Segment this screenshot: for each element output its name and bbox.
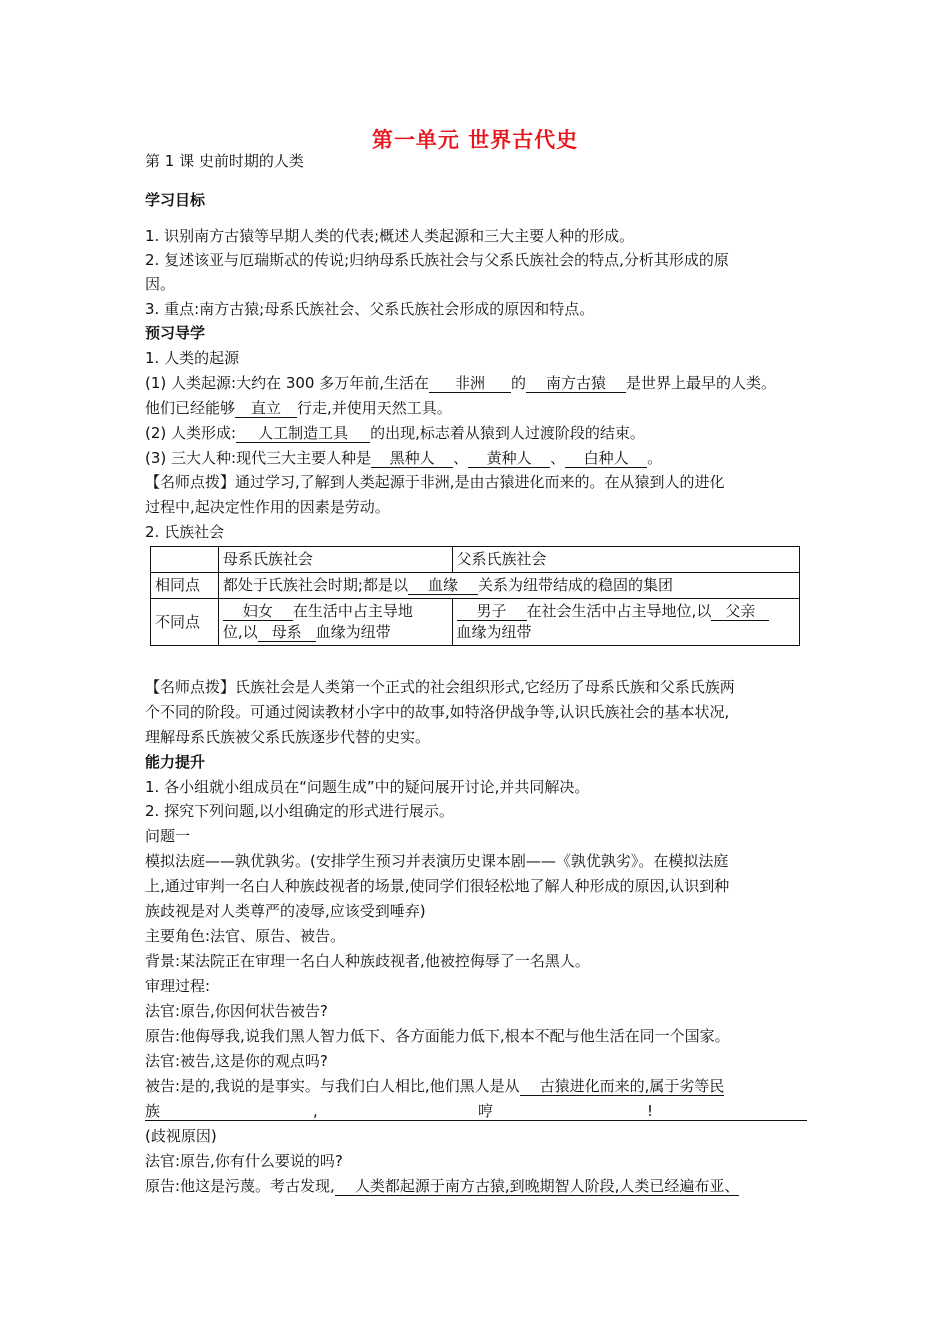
main-roles: 主要角色:法官、原告、被告。 (145, 927, 346, 945)
answer-blank: 古猿进化而来的,属于劣等民 (520, 1077, 725, 1096)
answer-blank: 南方古猿 (526, 374, 626, 393)
mock-court-intro: 模拟法庭——孰优孰劣。(安排学生预习并表演历史课本剧——《孰优孰劣》。在模拟法庭 (145, 852, 729, 870)
ability-item-1: 1. 各小组就小组成员在“问题生成”中的疑问展开讨论,并共同解决。 (145, 778, 590, 796)
table-cell (151, 547, 219, 573)
text: , (313, 1102, 318, 1120)
text: (3) 三大人种:现代三大主要人种是 (145, 449, 372, 467)
text: 的出现,标志着从猿到人过渡阶段的结束。 (370, 424, 645, 442)
mock-court-intro-cont: 上,通过审判一名白人种族歧视者的场景,使同学们很轻松地了解人种形成的原因,认识到种 (145, 877, 730, 895)
text: 族 (145, 1102, 161, 1120)
answer-blank: 直立 (235, 399, 297, 418)
text: 是世界上最早的人类。 (626, 374, 777, 392)
text: (2) 人类形成: (145, 424, 237, 442)
origin-item-3 (145, 448, 662, 468)
clan-society-table (150, 546, 800, 646)
text: 都处于氏族社会时期;都是以 (222, 576, 408, 594)
text: 。 (647, 449, 663, 467)
origin-item-1-cont (145, 398, 452, 418)
text: 他们已经能够 (145, 399, 236, 417)
text: 关系为纽带结成的稳固的集团 (477, 576, 673, 594)
answer-blank: 人工制造工具 (236, 424, 370, 443)
section-heading-preview: 预习导学 (145, 324, 206, 342)
table-row-difference (151, 599, 800, 646)
answer-blank: 非洲 (429, 374, 511, 393)
text: 血缘为纽带 (315, 623, 391, 641)
text: 原告:他这是污蔑。考古发现, (145, 1177, 335, 1195)
teacher-tip-2-cont: 个不同的阶段。可通过阅读教材小字中的故事,如特洛伊战争等,认识氏族社会的基本状况, (145, 703, 730, 721)
text: 在生活中占主导地 (292, 602, 413, 620)
answer-blank: 人类都起源于南方古猿,到晚期智人阶段,人类已经遍布亚、 (335, 1177, 740, 1196)
text: 、 (453, 449, 469, 467)
dialogue-line: 法官:原告,你有什么要说的吗? (145, 1152, 343, 1170)
text: 的 (511, 374, 527, 392)
answer-blank: 黑种人 (371, 449, 453, 468)
background: 背景:某法院正在审理一名白人种族歧视者,他被控侮辱了一名黑人。 (145, 952, 590, 970)
text: 血缘为纽带 (456, 623, 532, 641)
goal-2-cont: 因。 (145, 275, 176, 293)
teacher-tip-2-cont: 理解母系氏族被父系氏族逐步代替的史实。 (145, 728, 431, 746)
row-header-similarity: 相同点 (151, 573, 219, 599)
goal-3: 3. 重点:南方古猿;母系氏族社会、父系氏族社会形成的原因和特点。 (145, 300, 595, 318)
answer-blank: 父亲 (711, 602, 769, 621)
text: (1) 人类起源:大约在 300 多万年前,生活在 (145, 374, 430, 392)
text: 在社会生活中占主导地位,以 (526, 602, 712, 620)
trial-process: 审理过程: (145, 977, 211, 995)
text: ! (647, 1102, 654, 1120)
clan-heading: 2. 氏族社会 (145, 523, 225, 541)
teacher-tip-1: 【名师点拨】通过学习,了解到人类起源于非洲,是由古猿进化而来的。在从猿到人的进化 (145, 473, 725, 491)
goal-2: 2. 复述该亚与厄瑞斯忒的传说;归纳母系氏族社会与父系氏族社会的特点,分析其形成的原 (145, 251, 729, 269)
answer-blank: 血缘 (408, 576, 478, 595)
unit-title: 第一单元 世界古代史 (371, 128, 579, 152)
dialogue-line: 法官:原告,你因何状告被告? (145, 1002, 328, 1020)
dialogue-line-cont (145, 1101, 807, 1121)
origin-heading: 1. 人类的起源 (145, 349, 240, 367)
teacher-tip-2: 【名师点拨】氏族社会是人类第一个正式的社会组织形式,它经历了母系氏族和父系氏族两 (145, 678, 735, 696)
dialogue-line: 原告:他侮辱我,说我们黑人智力低下、各方面能力低下,根本不配与他生活在同一个国家。 (145, 1027, 730, 1045)
row-header-difference: 不同点 (151, 599, 219, 646)
table-cell (218, 599, 452, 646)
mock-court-intro-cont: 族歧视是对人类尊严的凌辱,应该受到唾弃) (145, 902, 426, 920)
teacher-tip-1-cont: 过程中,起决定性作用的因素是劳动。 (145, 498, 390, 516)
section-heading-ability: 能力提升 (145, 753, 206, 771)
text: 行走,并使用天然工具。 (297, 399, 452, 417)
column-header-patrilineal: 父系氏族社会 (452, 547, 799, 573)
ability-item-2: 2. 探究下列问题,以小组确定的形式进行展示。 (145, 802, 454, 820)
column-header-matrilineal: 母系氏族社会 (218, 547, 452, 573)
lesson-title: 第 1 课 史前时期的人类 (145, 152, 304, 170)
dialogue-line: 法官:被告,这是你的观点吗? (145, 1052, 328, 1070)
answer-blank: 黄种人 (468, 449, 550, 468)
table-row-similarity (151, 573, 800, 599)
answer-blank: 男子 (457, 602, 527, 621)
origin-item-1 (145, 373, 776, 393)
goal-1: 1. 识别南方古猿等早期人类的代表;概述人类起源和三大主要人种的形成。 (145, 227, 635, 245)
text: 哼 (478, 1102, 494, 1120)
table-cell (452, 599, 799, 646)
text: 位,以 (222, 623, 258, 641)
discrimination-reason-label: (歧视原因) (145, 1127, 217, 1145)
answer-blank: 母系 (258, 623, 316, 642)
text: 、 (550, 449, 566, 467)
origin-item-2 (145, 423, 645, 443)
table-cell (218, 573, 799, 599)
table-header-row (151, 547, 800, 573)
answer-blank: 白种人 (565, 449, 647, 468)
section-heading-goals: 学习目标 (145, 191, 206, 209)
answer-blank: 妇女 (223, 602, 293, 621)
question-label: 问题一 (145, 827, 191, 845)
text: 被告:是的,我说的是事实。与我们白人相比,他们黑人是从 (145, 1077, 520, 1095)
dialogue-line (145, 1076, 724, 1096)
dialogue-line (145, 1176, 739, 1196)
answer-blank (145, 1102, 807, 1121)
